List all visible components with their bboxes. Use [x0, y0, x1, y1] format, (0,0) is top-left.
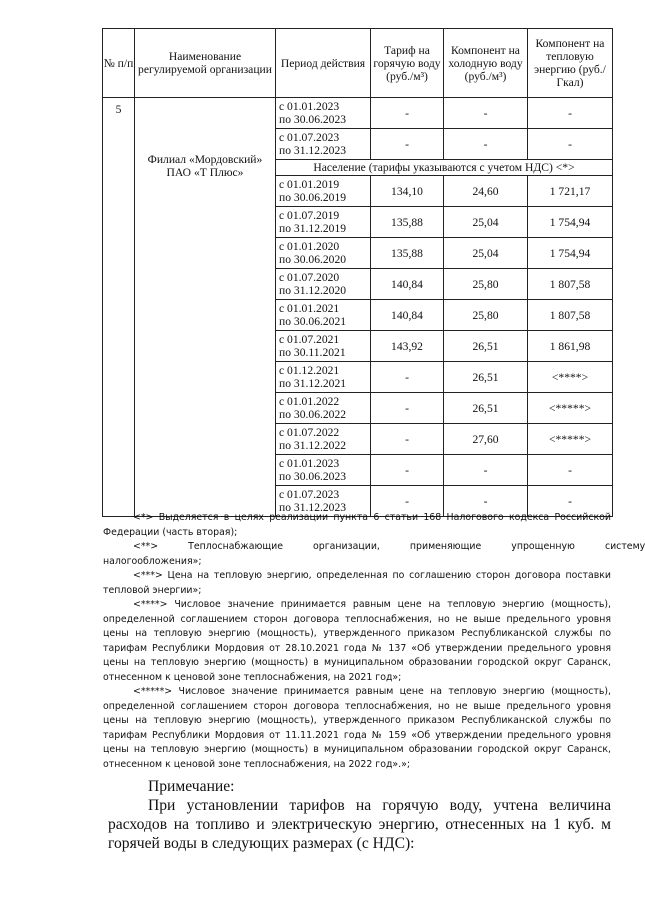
cold-water-cell: - [444, 455, 528, 486]
heat-cell: 1 861,98 [528, 331, 613, 362]
period-to: по 30.11.2021 [279, 346, 346, 359]
hot-water-cell: - [371, 486, 444, 517]
period-from: с 01.07.2021 [279, 333, 340, 346]
heat-cell: 1 807,58 [528, 269, 613, 300]
hot-water-cell: - [371, 129, 444, 160]
organization-name: Филиал «Мордовский» ПАО «Т Плюс» [135, 98, 276, 517]
period-from: с 01.12.2021 [279, 364, 340, 377]
footnote-2-word: Теплоснабжающие [188, 541, 284, 552]
footnote-2-word: упрощенную [511, 541, 575, 552]
period-to: по 31.12.2023 [279, 144, 347, 157]
period-from: с 01.07.2019 [279, 209, 340, 222]
note-section [108, 777, 611, 853]
hot-water-cell: 143,92 [371, 331, 444, 362]
footnote-2-tail: налогообложения»; [103, 555, 202, 567]
period-from: с 01.01.2023 [279, 457, 340, 470]
heat-cell: - [528, 486, 613, 517]
hot-water-cell: - [371, 424, 444, 455]
period-cell [276, 424, 371, 455]
period-cell [276, 300, 371, 331]
footnote-5: <*****> Числовое значение принимается равным цене на тепловую энергию (мощность), определенной соглашением сторон договора теплоснабжения, но не выше предельного уровня цены на тепловую энергию (мощность), утвержденного приказом Республиканской службы по тарифам Республики Мордовия от 11.11.2021 года № 159 «Об утверждении предельного уровня цены на тепловую энергию (мощность) в муниципальном образовании городской округ Саранск, отнесенном к ценовой зоне теплоснабжения, на 2022 год».»; [103, 686, 611, 770]
period-to: по 31.12.2019 [279, 222, 347, 235]
cold-water-cell: 25,04 [444, 207, 528, 238]
period-to: по 30.06.2023 [279, 113, 347, 126]
header-heat: Компонент на тепловую энергию (руб./Гкал) [528, 29, 613, 98]
table-row [103, 98, 613, 129]
period-from: с 01.07.2020 [279, 271, 340, 284]
period-to: по 31.12.2022 [279, 439, 347, 452]
period-to: по 30.06.2021 [279, 315, 347, 328]
heat-cell: - [528, 98, 613, 129]
cold-water-cell: 26,51 [444, 393, 528, 424]
hot-water-cell: - [371, 455, 444, 486]
period-to: по 30.06.2023 [279, 470, 347, 483]
period-from: с 01.01.2023 [279, 100, 340, 113]
footnote-2-word: применяющие [409, 541, 482, 552]
hot-water-cell: 135,88 [371, 207, 444, 238]
period-from: с 01.01.2021 [279, 302, 340, 315]
period-from: с 01.07.2023 [279, 131, 340, 144]
period-to: по 30.06.2022 [279, 408, 347, 421]
footnotes [103, 511, 645, 772]
heat-cell: <****> [528, 362, 613, 393]
table-header-row [103, 29, 613, 98]
heat-cell: 1 754,94 [528, 207, 613, 238]
cold-water-cell: 26,51 [444, 362, 528, 393]
period-to: по 31.12.2020 [279, 284, 347, 297]
header-cold-water: Компонент на холодную воду (руб./м³) [444, 29, 528, 98]
footnote-4: <****> Числовое значение принимается равным цене на тепловую энергию (мощность), определенной соглашением сторон договора теплоснабжения, но не выше предельного уровня цены на тепловую энергию (мощность), утвержденного приказом Республиканской службы по тарифам Республики Мордовия от 28.10.2021 года № 137 «Об утверждении предельного уровня цены на тепловую энергию (мощность) в муниципальном образовании городской округ Саранск, отнесенном к ценовой зоне теплоснабжения, на 2021 год»; [103, 599, 611, 683]
hot-water-cell: 135,88 [371, 238, 444, 269]
heat-cell: <*****> [528, 424, 613, 455]
period-from: с 01.07.2023 [279, 488, 340, 501]
cold-water-cell: - [444, 486, 528, 517]
tariff-table [102, 28, 613, 517]
period-from: с 01.01.2020 [279, 240, 340, 253]
note-title: Примечание: [148, 778, 235, 795]
period-cell [276, 393, 371, 424]
heat-cell: - [528, 129, 613, 160]
cold-water-cell: - [444, 98, 528, 129]
period-to: по 30.06.2020 [279, 253, 347, 266]
period-cell [276, 331, 371, 362]
cold-water-cell: 26,51 [444, 331, 528, 362]
header-number: № п/п [103, 29, 135, 98]
footnote-2-word: систему [604, 541, 645, 552]
cold-water-cell: 24,60 [444, 176, 528, 207]
period-to: по 31.12.2023 [279, 501, 347, 514]
period-cell [276, 207, 371, 238]
hot-water-cell: - [371, 362, 444, 393]
hot-water-cell: 134,10 [371, 176, 444, 207]
heat-cell: - [528, 455, 613, 486]
header-organization: Наименование регулируемой организации [135, 29, 276, 98]
period-from: с 01.01.2019 [279, 178, 340, 191]
heat-cell: 1 754,94 [528, 238, 613, 269]
cold-water-cell: 25,04 [444, 238, 528, 269]
footnote-3: <***> Цена на тепловую энергию, определенная по соглашению сторон договора поставки тепловой энергии»; [103, 570, 611, 596]
period-from: с 01.07.2022 [279, 426, 340, 439]
period-cell [276, 455, 371, 486]
cold-water-cell: 27,60 [444, 424, 528, 455]
hot-water-cell: 140,84 [371, 300, 444, 331]
hot-water-cell: - [371, 393, 444, 424]
row-number: 5 [103, 98, 135, 517]
heat-cell: 1 721,17 [528, 176, 613, 207]
cold-water-cell: - [444, 129, 528, 160]
header-period: Период действия [276, 29, 371, 98]
period-cell [276, 269, 371, 300]
hot-water-cell: 140,84 [371, 269, 444, 300]
heat-cell: 1 807,58 [528, 300, 613, 331]
header-hot-water: Тариф на горячую воду (руб./м³) [371, 29, 444, 98]
cold-water-cell: 25,80 [444, 300, 528, 331]
period-cell [276, 129, 371, 160]
period-cell [276, 362, 371, 393]
period-from: с 01.01.2022 [279, 395, 340, 408]
period-cell [276, 238, 371, 269]
footnote-2 [103, 540, 645, 555]
period-to: по 31.12.2021 [279, 377, 347, 390]
note-body: При установлении тарифов на горячую воду, учтена величина расходов на топливо и электрическую энергию, отнесенных на 1 куб. м горячей воды в следующих размерах (с НДС): [108, 797, 611, 852]
cold-water-cell: 25,80 [444, 269, 528, 300]
period-cell [276, 176, 371, 207]
heat-cell: <*****> [528, 393, 613, 424]
footnote-1: <*> Выделяется в целях реализации пункта 6 статьи 168 Налогового кодекса Российской Федерации (часть вторая); [103, 512, 611, 538]
period-cell [276, 98, 371, 129]
population-label: Население (тарифы указываются с учетом НДС) <*> [276, 160, 613, 176]
period-to: по 30.06.2019 [279, 191, 347, 204]
footnote-2-word: <**> [133, 541, 159, 552]
footnote-2-word: организации, [313, 541, 380, 552]
hot-water-cell: - [371, 98, 444, 129]
